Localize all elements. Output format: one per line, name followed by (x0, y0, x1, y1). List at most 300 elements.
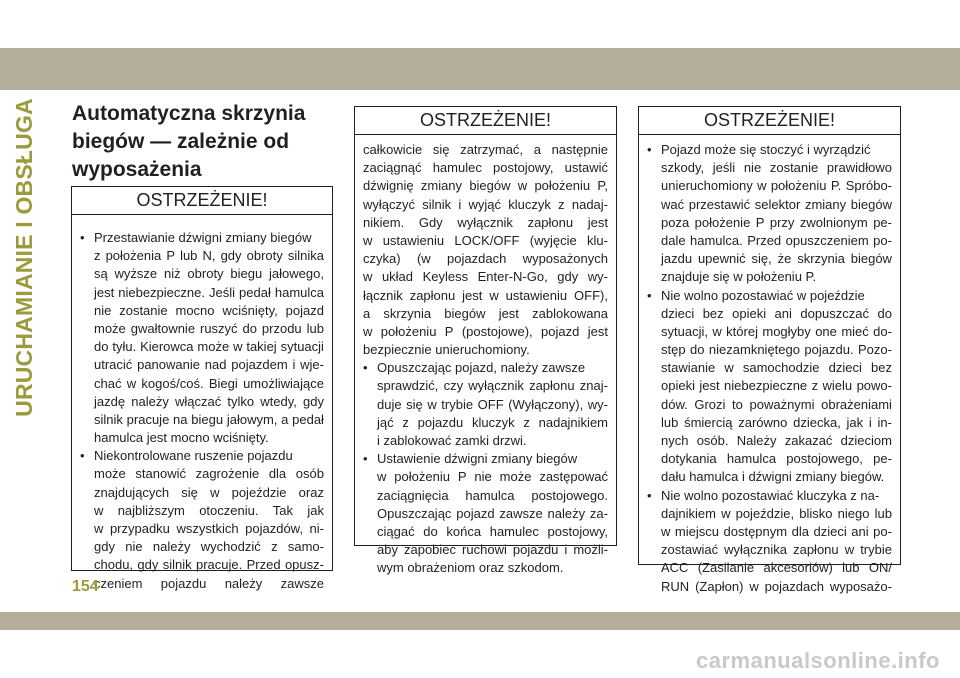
warning-text: i zablokować zamki drzwi. (377, 433, 527, 448)
warning-word: w (363, 269, 373, 285)
warning-word: biegu (230, 266, 263, 282)
warning-word: ustawieniu (505, 287, 568, 303)
warning-word: w (377, 469, 387, 485)
warning-word: wciśnięty, (222, 302, 278, 318)
warning-word: postojowego, (786, 451, 863, 467)
warning-text-line (80, 320, 324, 338)
warning-word: należy (224, 575, 263, 591)
footer-band (0, 612, 960, 630)
warning-word: Grozi (694, 396, 726, 412)
warning-text-line (363, 268, 608, 286)
warning-word: opieki (732, 305, 767, 321)
warning-word: położenia (105, 248, 162, 264)
warning-word: i (564, 542, 568, 558)
warning-word: takiej (246, 339, 277, 355)
warning-word: ani (851, 523, 869, 539)
warning-word: łącznik (363, 287, 403, 303)
warning-word: położeniu (380, 323, 437, 339)
warning-word: P (166, 248, 175, 264)
warning-word: P (755, 214, 765, 230)
warning-word: należy (547, 505, 586, 521)
warning-word: silnika (287, 248, 324, 264)
warning-word: mieć (841, 323, 869, 339)
warning-word: układ (381, 269, 414, 285)
warning-word: Należy (736, 433, 777, 448)
warning-word: do (423, 523, 438, 539)
warning-text-line (363, 177, 608, 195)
warning-word: niezamkniętego (708, 342, 800, 358)
warning-text-line (80, 502, 324, 520)
warning-text-line (80, 229, 324, 247)
warning-word: dziecka, (793, 414, 841, 430)
warning-word: unieruchomiony (661, 178, 753, 194)
warning-text-line (80, 247, 324, 265)
warning-word: utracić (94, 357, 133, 373)
warning-text-line (647, 468, 892, 486)
warning-word: lub (306, 320, 324, 336)
warning-word: zapłonu (529, 378, 575, 394)
warning-word: wyposażonych (522, 251, 608, 267)
warning-word: LOCK/OFF (454, 232, 520, 248)
warning-text-line (647, 487, 892, 505)
warning-box-2 (354, 106, 617, 576)
warning-word: pe- (873, 451, 892, 467)
warning-text-line (80, 284, 324, 302)
warning-word: gwałtownie (130, 320, 196, 336)
warning-word: biegów (850, 251, 892, 267)
warning-text-line (80, 465, 324, 483)
warning-word: jazdu (661, 251, 693, 267)
warning-word: położeniu (534, 178, 591, 194)
warning-word: dostępnym (723, 523, 788, 539)
warning-text-line (80, 520, 324, 538)
warning-text-line (363, 377, 608, 395)
warning-word: biegów (444, 305, 486, 321)
warning-text-line (363, 141, 608, 159)
warning-word: jąć (377, 414, 394, 430)
warning-word: szkody, (661, 160, 705, 176)
warning-text-line (363, 487, 608, 505)
warning-word: N, (202, 248, 216, 264)
warning-text: Przestawianie dźwigni zmiany biegów (94, 230, 312, 245)
warning-word: a (281, 411, 289, 427)
warning-word: stawianie (661, 360, 716, 376)
warning-word: gdy (94, 539, 115, 555)
warning-word: pojazdem (231, 357, 288, 373)
warning-word: osób. (696, 433, 729, 448)
warning-word: hamulca (274, 284, 324, 300)
warning-word: oraz (298, 484, 324, 500)
warning-word: selektor (754, 196, 801, 212)
warning-word: Pozo- (858, 342, 892, 358)
warning-word: może (499, 469, 532, 485)
warning-text-line (647, 196, 892, 214)
warning-word: P. (830, 178, 842, 194)
warning-text-line (647, 250, 892, 268)
warning-word: dzieci (813, 523, 847, 539)
warning-text-line (363, 359, 608, 377)
warning-word: zapłonu (409, 287, 456, 303)
warning-word: tyłu. (112, 339, 137, 355)
warning-word: włączać (174, 393, 222, 409)
warning-word: obroty (187, 266, 224, 282)
warning-word: jałowego, (269, 266, 324, 282)
warning-text-line (363, 214, 608, 232)
warning-word: upewnić (697, 251, 746, 267)
warning-word: z (94, 248, 101, 264)
warning-word: z (811, 378, 819, 394)
warning-word: biegów (469, 178, 511, 194)
warning-word: niebezpieczne (724, 378, 808, 394)
warning-word: w (233, 339, 243, 355)
warning-text-line (363, 159, 608, 177)
warning-word: Opuszczając (377, 505, 452, 521)
warning-word: do (242, 320, 257, 336)
warning-word: w (712, 323, 722, 339)
warning-word: możli- (573, 542, 608, 558)
warning-word: jak (846, 414, 864, 430)
warning-word: obroty (246, 248, 283, 264)
warning-word: bez (702, 305, 724, 321)
warning-text-line (363, 559, 608, 577)
warning-text-line (647, 377, 892, 395)
warning-word: hamulca (465, 487, 515, 503)
warning-word: w (749, 578, 759, 594)
warning-word: wje- (300, 357, 324, 373)
warning-word: do- (873, 323, 892, 339)
warning-word: hamulca (726, 451, 777, 467)
warning-word: jałowym, (226, 411, 278, 427)
warning-word: pojeździe, (735, 505, 795, 521)
warning-text-line (647, 578, 892, 596)
warning-word: zablokowana (532, 305, 608, 321)
warning-word: duje (377, 396, 402, 412)
warning-word: zostanie (769, 160, 819, 176)
warning-text-line (80, 375, 324, 393)
warning-word: przestawić (688, 196, 751, 212)
warning-word: Biegi (208, 375, 238, 391)
header-band (0, 48, 960, 90)
warning-word: skrzynia (383, 305, 432, 321)
warning-word: za- (589, 505, 608, 521)
warning-word: (Wyłączony), (508, 396, 584, 412)
warning-word: Keyless (422, 269, 469, 285)
warning-word: zapłonu (793, 542, 839, 558)
warning-text-line (647, 287, 892, 305)
warning-word: pe- (873, 214, 892, 230)
warning-word: sprawdzić, (377, 378, 439, 394)
warning-text: znajduje się w położeniu P. (661, 269, 817, 285)
warning-text-line (80, 556, 324, 574)
warning-word: najbliższym (117, 502, 185, 518)
warning-word: może (94, 320, 126, 336)
warning-word: a (363, 305, 371, 321)
warning-word: wyłącznik (457, 214, 513, 230)
bullet-icon: • (647, 487, 652, 503)
warning-word: zaciągnąć (363, 160, 422, 176)
warning-word: wy- (587, 269, 608, 285)
warning-word: zmiany (804, 196, 847, 212)
warning-word: dźwignię (363, 178, 414, 194)
warning-word: zastępować (539, 469, 608, 485)
warning-word: trybie (860, 542, 892, 558)
warning-text-line (363, 396, 608, 414)
warning-word: silnik (94, 411, 123, 427)
warning-word: i (458, 196, 462, 212)
warning-word: opieki (661, 378, 695, 394)
warning-word: obrażeniami (821, 396, 892, 412)
warning-word: trybie (441, 396, 474, 412)
warning-word: silnik (162, 557, 192, 573)
warning-word: Gdy (418, 214, 443, 230)
warning-word: w (757, 178, 767, 194)
warning-word: wy- (587, 396, 608, 412)
warning-word: kogoś/coś. (141, 375, 204, 391)
warning-box-heading: OSTRZEŻENIE! (639, 107, 900, 135)
page-number: 154 (72, 578, 99, 595)
warning-word: RUN (661, 578, 690, 594)
warning-word: P (444, 323, 454, 339)
warning-text-line (80, 302, 324, 320)
warning-word: w (517, 178, 528, 194)
warning-word: czyka) (363, 251, 401, 267)
warning-word: są (94, 266, 108, 282)
warning-word: pojazdu (417, 414, 464, 430)
warning-word: poważnymi (749, 396, 815, 412)
warning-word: z (558, 196, 565, 212)
warning-word: ustawić (564, 160, 608, 176)
warning-word: tylko (227, 393, 255, 409)
warning-word: lub (842, 560, 860, 576)
warning-word: lub (180, 248, 198, 264)
warning-text: hamulca jest mocno wciśnięty. (94, 430, 269, 446)
warning-word: gdy (557, 269, 579, 285)
warning-word: wychodzić (200, 539, 261, 555)
warning-word: gdy (220, 248, 242, 264)
warning-word: osób (295, 466, 324, 482)
warning-word: z (271, 539, 278, 555)
warning-text-line (647, 359, 892, 377)
warning-word: wtedy, (260, 393, 297, 409)
bullet-icon: • (647, 287, 652, 303)
warning-word: wyłączyć (363, 196, 416, 212)
warning-word: mocno (175, 302, 215, 318)
warning-text-line (647, 432, 892, 450)
warning-word: po- (873, 523, 892, 539)
warning-word: wyższe (114, 266, 158, 282)
warning-word: mogłyby (762, 323, 811, 339)
warning-word: hamulec (489, 523, 539, 539)
warning-word: (w (416, 251, 431, 267)
warning-word: (Zasilanie (697, 560, 755, 576)
warning-word: miejscu (674, 523, 719, 539)
warning-word: w (721, 505, 731, 521)
warning-word: klu- (587, 232, 608, 248)
warning-word: wyposażo- (829, 578, 892, 594)
warning-word: (Zapłon) (695, 578, 744, 594)
warning-word: dopuszczać (800, 305, 870, 321)
page-title-line: Automatyczna skrzynia (72, 102, 306, 125)
warning-word: Przed (246, 557, 281, 573)
warning-word: akcesoriów) (763, 560, 833, 576)
warning-word: wszystkich (176, 521, 239, 536)
warning-word: w (363, 323, 373, 339)
warning-word: ni- (309, 521, 324, 536)
warning-word: silnik (422, 196, 452, 212)
warning-word: powo- (856, 378, 892, 394)
warning-word: stanowić (135, 466, 186, 482)
warning-word: zatrzymać, (460, 142, 524, 157)
warning-word: one (815, 323, 837, 339)
warning-word: stęp (661, 342, 686, 358)
warning-word: na (173, 411, 188, 427)
warning-text-line (363, 450, 608, 468)
warning-word: do (877, 305, 892, 321)
warning-text-line (80, 265, 324, 283)
warning-word: panowanie (137, 357, 200, 373)
warning-word: położeniu (394, 469, 450, 485)
warning-word: nadaj- (571, 196, 608, 212)
warning-word: należy (152, 539, 191, 555)
warning-word: zmiany (420, 178, 463, 194)
warning-box-heading: OSTRZEŻENIE! (355, 107, 616, 135)
warning-text-line (363, 414, 608, 432)
warning-word: pojazd (456, 505, 495, 521)
warning-box-3 (638, 106, 901, 594)
warning-text-line (647, 232, 892, 250)
warning-word: zawsze (499, 505, 543, 521)
warning-word: pojazdów, (245, 521, 303, 536)
warning-word: nikiem. (363, 214, 405, 230)
warning-word: do (690, 342, 705, 358)
warning-word: chać (94, 375, 122, 391)
warning-word: dzieci (661, 305, 695, 321)
warning-text-line (80, 429, 324, 447)
warning-word: i (292, 357, 296, 373)
warning-word: może (197, 339, 230, 355)
warning-text-line (647, 450, 892, 468)
warning-word: biegu (191, 411, 224, 427)
warning-word: w (126, 375, 137, 391)
warning-word: ruchowi (462, 542, 507, 558)
warning-text: wym obrażeniom oraz szkodom. (377, 560, 564, 576)
warning-text-line (647, 214, 892, 232)
warning-word: pojazdu (160, 575, 207, 591)
warning-word: pedał (292, 411, 324, 427)
warning-word: samochodzie (742, 360, 820, 376)
warning-word: nadajnikiem (538, 414, 608, 430)
bullet-icon: • (80, 448, 85, 464)
warning-word: jazdę (94, 393, 126, 409)
warning-word: się (181, 484, 198, 500)
bullet-icon: • (647, 142, 652, 157)
warning-word: wyjąć (468, 196, 502, 212)
warning-word: śmiercią (684, 414, 733, 430)
warning-word: aby (377, 542, 398, 558)
warning-text-line (363, 341, 608, 359)
warning-word: znajdujących (94, 484, 170, 500)
warning-text-line (80, 484, 324, 502)
warning-word: zaciągnięcia (377, 487, 449, 503)
warning-word: wać (661, 196, 685, 212)
warning-text-line (363, 305, 608, 323)
warning-text-line (363, 196, 608, 214)
warning-word: z (402, 414, 409, 430)
warning-text-line (647, 177, 892, 195)
warning-text-line (647, 541, 892, 559)
warning-box-body (639, 135, 900, 596)
warning-text-line (80, 575, 324, 593)
warning-text: Nie wolno pozostawiać w pojeździe (661, 287, 865, 303)
warning-text-line (80, 447, 324, 465)
warning-word: w (94, 502, 104, 518)
warning-text-line (363, 505, 608, 523)
warning-word: pojazdach (764, 578, 824, 594)
warning-word: opuszczeniem (785, 232, 869, 248)
warning-word: to (732, 396, 743, 412)
warning-text-line (363, 541, 608, 559)
warning-text-line (363, 323, 608, 341)
watermark: carmanualsonline.info (696, 648, 940, 673)
warning-word: zwolnionym (799, 214, 868, 230)
warning-word: której (726, 323, 758, 339)
warning-text-line (647, 414, 892, 432)
warning-word: czeniem (94, 575, 143, 591)
warning-word: Tak (272, 502, 294, 518)
warning-word: zakazać (784, 433, 833, 448)
warning-text-line (80, 393, 324, 411)
warning-box-body (355, 135, 616, 578)
warning-word: blisko (799, 505, 833, 521)
warning-word: P (457, 469, 467, 485)
warning-text: bezpiecznie unieruchomiony. (363, 342, 530, 358)
page-title-line: biegów — zależnie od (72, 130, 290, 153)
warning-word: Enter-N-Go, (477, 269, 548, 285)
warning-word: jest (587, 323, 608, 339)
warning-word: przy (769, 214, 795, 230)
warning-word: dla (268, 466, 287, 482)
warning-word: się (432, 142, 450, 157)
warning-word: prawidłowo (826, 160, 892, 176)
warning-text-line (647, 559, 892, 577)
warning-word: pojazdu (512, 542, 559, 558)
warning-word: kluczyk (508, 196, 551, 212)
warning-word: (wyjęcie (529, 232, 577, 248)
warning-word: a (533, 142, 541, 157)
warning-text-line (80, 538, 324, 556)
warning-word: jest (462, 287, 483, 303)
warning-word: Kierowca (140, 339, 194, 355)
warning-text: Pojazd może się stoczyć i wyrządzić (661, 142, 871, 157)
warning-text-line (647, 505, 892, 523)
warning-word: przodu (261, 320, 302, 336)
warning-word: nie (743, 160, 762, 176)
section-side-label-text: URUCHAMIANIE I OBSŁUGA (10, 97, 37, 417)
warning-word: po- (873, 232, 892, 248)
warning-word: końca (446, 523, 482, 539)
warning-word: jak (307, 502, 324, 518)
warning-word: ani (774, 305, 792, 321)
warning-text: Nie wolno pozostawiać kluczyka z na- (661, 487, 880, 503)
warning-word: OFF), (574, 287, 608, 303)
warning-box-heading: OSTRZEŻENIE! (72, 187, 332, 215)
warning-word: dla (791, 523, 809, 539)
warning-text-line (363, 250, 608, 268)
warning-word: hamulec (432, 160, 482, 176)
bullet-icon: • (363, 360, 368, 376)
warning-word: nie (474, 469, 492, 485)
warning-word: gdy (137, 557, 159, 573)
